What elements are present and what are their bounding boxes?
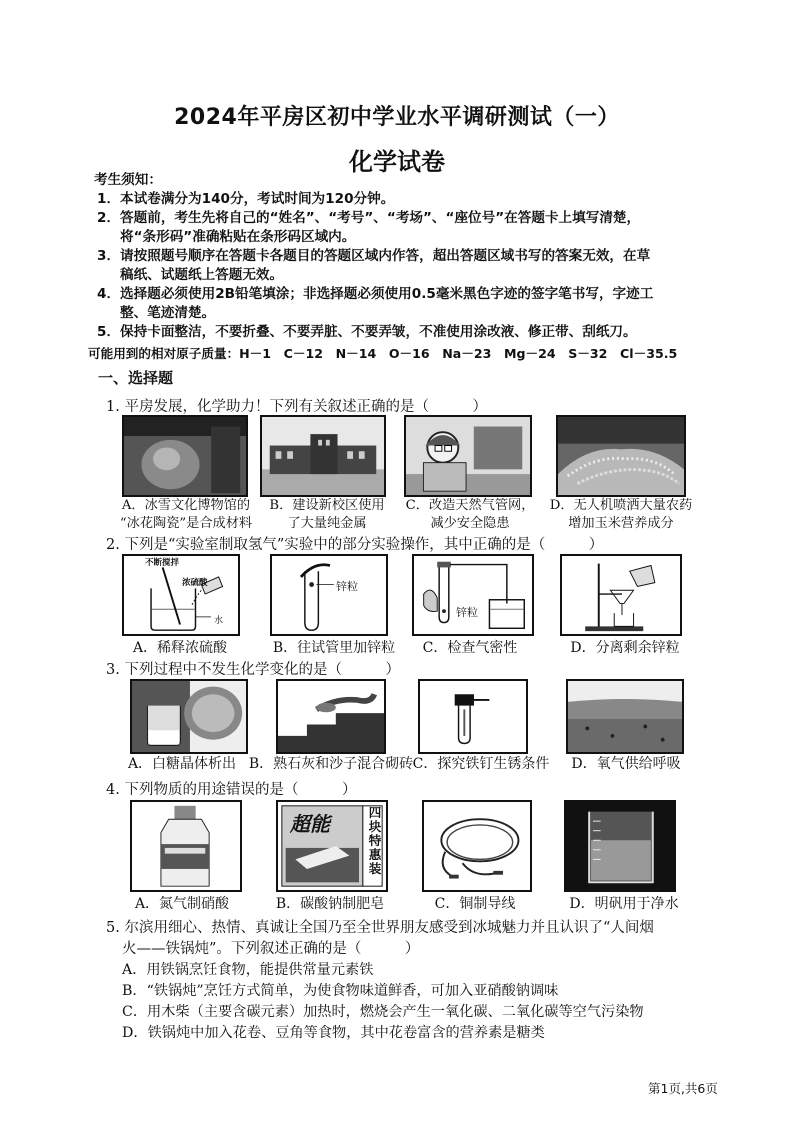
q1-option-a-line1: A．冰雪文化博物馆的 <box>121 498 251 513</box>
q5-stem-line1: 5. 尔滨用细心、热情、真诚让全国乃至全世界朋友感受到冰城魅力并且认识了“人间烟 <box>106 920 654 936</box>
q1-option-d-line2: 增加玉米营养成分 <box>568 516 674 531</box>
q5-stem-line2: 火——铁锅炖”。下列叙述正确的是（ ） <box>122 941 420 957</box>
q1-image-a <box>122 415 248 497</box>
notice-item-2: 2．答题前，考生先将自己的“姓名”、“考号”、“考场”、“座位号”在答题卡上填写清楚， <box>97 210 641 226</box>
q5-option-c: C．用木柴（主要含碳元素）加热时，燃烧会产生一氧化碳、二氧化碳等空气污染物 <box>122 1004 644 1020</box>
exam-subtitle: 化学试卷 <box>349 148 445 176</box>
q3-stem: 3. 下列过程中不发生化学变化的是（ ） <box>106 662 400 678</box>
q1-option-a <box>112 497 260 533</box>
q4-stem: 4. 下列物质的用途错误的是（ ） <box>106 782 357 798</box>
page-number: 第1页,共6页 <box>648 1081 718 1096</box>
q4-image-c <box>422 800 532 892</box>
q1-option-b <box>262 497 392 533</box>
q5-option-b: B．“铁锅炖”烹饪方式简单，为使食物味道鲜香，可加入亚硝酸钠调味 <box>122 983 559 999</box>
notice-item-3b: 稿纸、试题纸上答题无效。 <box>120 267 284 283</box>
section-choice-heading: 一、选择题 <box>98 369 174 387</box>
q3-image-d <box>566 679 684 754</box>
q2-a-label-water: 水 <box>214 616 224 626</box>
q1-option-c-line1: C．改造天然气管网， <box>405 498 535 513</box>
q3-option-d: D．氧气供给呼吸 <box>571 756 681 772</box>
q3-option-c: C．探究铁钉生锈条件 <box>412 756 550 772</box>
q4-option-c: C．铜制导线 <box>434 896 516 912</box>
q2-a-label-stir: 不断搅拌 <box>145 558 180 568</box>
q2-image-c <box>412 554 534 636</box>
q3-option-b: B．熟石灰和沙子混合砌砖 <box>248 756 414 772</box>
q4-option-a: A．氮气制硝酸 <box>134 896 230 912</box>
q2-a-label-acid: 浓硫酸 <box>182 578 208 588</box>
q5-option-d: D．铁锅炖中加入花卷、豆角等食物，其中花卷富含的营养素是糖类 <box>122 1025 545 1041</box>
q1-image-c <box>404 415 532 497</box>
q4-b-package-side: 四块特惠装 <box>368 805 382 876</box>
q1-option-a-line2: “冰花陶瓷”是合成材料 <box>119 516 253 531</box>
q1-option-d-line1: D．无人机喷洒大量农药 <box>549 498 693 513</box>
notice-item-3: 3．请按照题号顺序在答题卡各题目的答题区域内作答，超出答题区域书写的答案无效，在草 <box>97 248 651 264</box>
q2-image-d <box>560 554 682 636</box>
q3-image-b <box>276 679 386 754</box>
q1-option-c <box>396 497 544 533</box>
q2-option-b: B．往试管里加锌粒 <box>272 640 396 656</box>
q3-option-a: A．白糖晶体析出 <box>127 756 237 772</box>
notice-item-4: 4．选择题必须使用2B铅笔填涂；非选择题必须使用0.5毫米黑色字迹的签字笔书写，字迹工 <box>97 286 654 302</box>
q3-image-c <box>418 679 528 754</box>
q5-option-a: A．用铁锅烹饪食物，能提供常量元素铁 <box>122 962 374 978</box>
q2-image-b <box>270 554 388 636</box>
notice-item-1: 1．本试卷满分为140分，考试时间为120分钟。 <box>97 191 395 207</box>
q3-image-a <box>130 679 248 754</box>
q4-option-d: D．明矾用于净水 <box>569 896 679 912</box>
q1-option-b-line2: 了大量纯金属 <box>287 516 367 531</box>
q1-option-d <box>536 497 706 533</box>
q2-c-label-zinc: 锌粒 <box>456 606 478 619</box>
q1-image-d <box>556 415 686 497</box>
notice-item-4b: 整、笔迹清楚。 <box>120 305 216 321</box>
q4-b-brand: 超能 <box>290 812 330 836</box>
q1-image-b <box>260 415 386 497</box>
q1-stem: 1. 平房发展，化学助力！下列有关叙述正确的是（ ） <box>106 399 487 415</box>
q2-stem: 2. 下列是“实验室制取氢气”实验中的部分实验操作，其中正确的是（ ） <box>106 537 604 553</box>
notice-item-5: 5．保持卡面整洁，不要折叠、不要弄脏、不要弄皱，不准使用涂改液、修正带、刮纸刀。 <box>97 324 637 340</box>
q2-option-a: A．稀释浓硫酸 <box>132 640 228 656</box>
atomic-masses: 可能用到的相对原子质量：H－1 C－12 N－14 O－16 Na－23 Mg－24 S－32 Cl－35.5 <box>88 346 678 361</box>
q1-option-c-line2: 减少安全隐患 <box>430 516 510 531</box>
q2-b-label-zinc: 锌粒 <box>336 580 358 593</box>
q4-image-a <box>130 800 242 892</box>
notice-heading: 考生须知： <box>94 172 162 188</box>
q1-option-b-line1: B．建设新校区使用 <box>269 498 385 513</box>
q4-option-b: B．碳酸钠制肥皂 <box>275 896 385 912</box>
q2-option-d: D．分离剩余锌粒 <box>570 640 680 656</box>
exam-title: 2024年平房区初中学业水平调研测试（一） <box>174 105 620 130</box>
q2-option-c: C．检查气密性 <box>422 640 518 656</box>
notice-item-2b: 将“条形码”准确粘贴在条形码区域内。 <box>120 229 356 245</box>
q4-image-d <box>564 800 676 892</box>
